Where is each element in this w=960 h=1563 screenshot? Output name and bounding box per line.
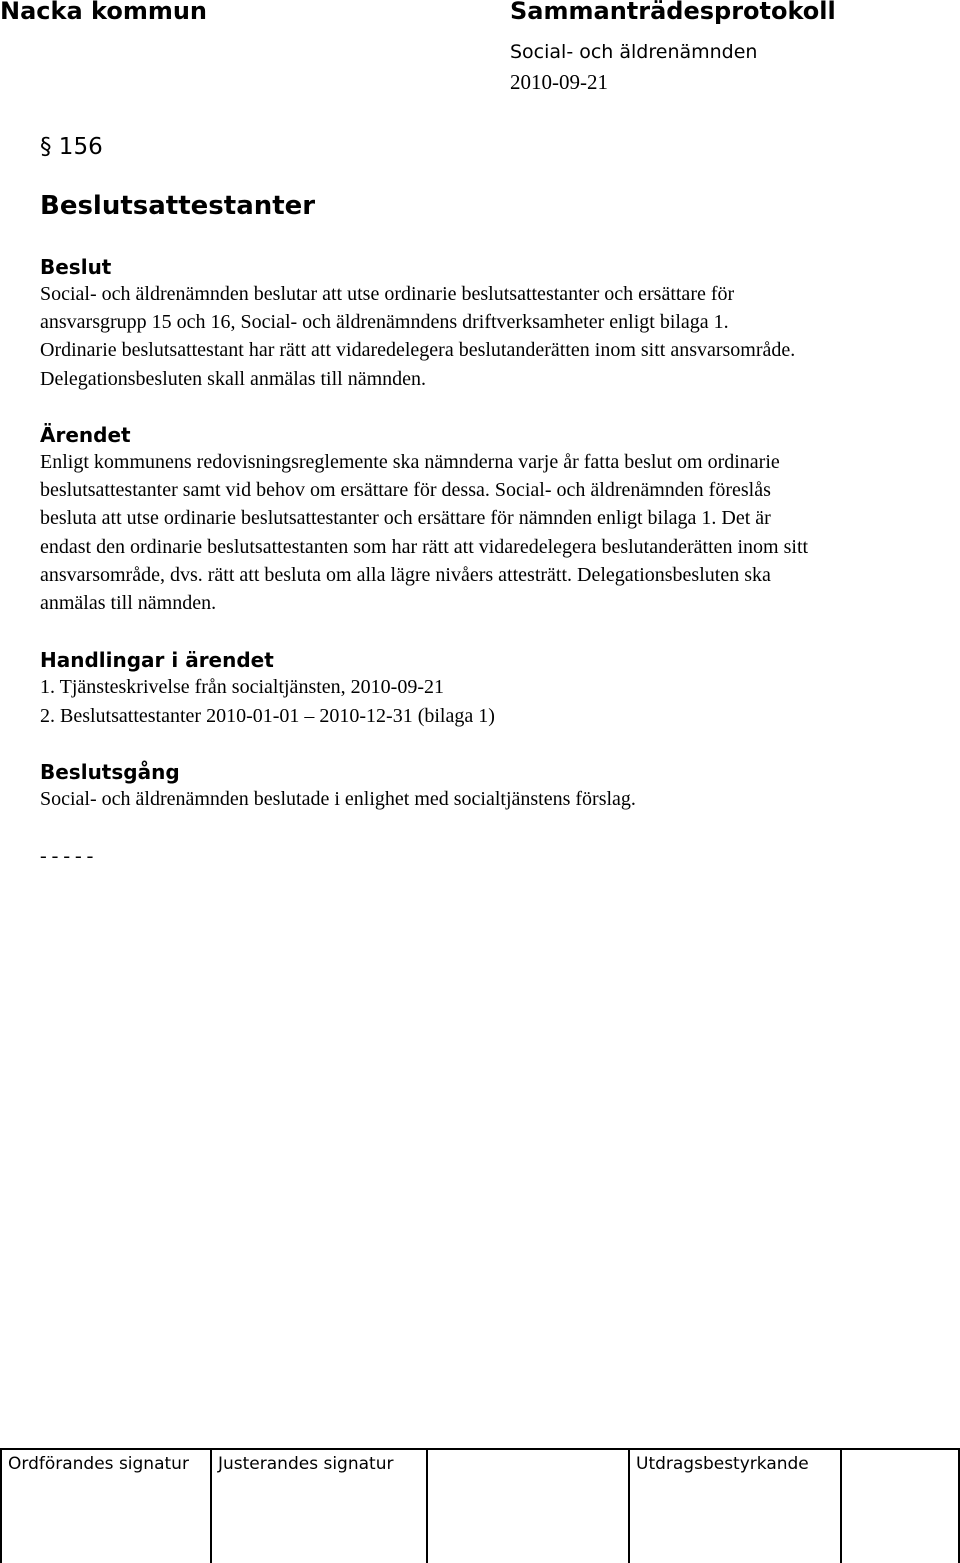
arendet-line: besluta att utse ordinarie beslutsattestanter och ersättare för nämnden enligt bilaga 1. Det är <box>40 507 771 529</box>
signature-cell-chair <box>0 1448 210 1563</box>
beslut-line: ansvarsgrupp 15 och 16, Social- och äldrenämndens driftverksamheter enligt bilaga 1. <box>40 311 729 333</box>
document-type: Sammanträdesprotokoll <box>510 0 836 25</box>
committee-name: Social- och äldrenämnden <box>510 41 758 63</box>
signature-cell-blank <box>840 1448 960 1563</box>
beslut-line: Ordinarie beslutsattestant har rätt att vidaredelegera beslutanderätten inom sitt ansvarsområde. <box>40 339 796 361</box>
arendet-line: Enligt kommunens redovisningsreglemente ska nämnderna varje år fatta beslut om ordinarie <box>40 451 780 473</box>
signature-cell-certification <box>628 1448 840 1563</box>
meeting-date: 2010-09-21 <box>510 70 608 94</box>
arendet-line: endast den ordinarie beslutsattestanten som har rätt att vidaredelegera beslutanderätten inom sitt <box>40 536 809 558</box>
arendet-line: beslutsattestanter samt vid behov om ersättare för dessa. Social- och äldrenämnden föreslås <box>40 479 771 501</box>
organization-name: Nacka kommun <box>0 0 208 25</box>
beslut-line: Delegationsbesluten skall anmälas till nämnden. <box>40 368 427 390</box>
handlingar-heading: Handlingar i ärendet <box>40 648 274 672</box>
signature-label: Ordförandes signatur <box>8 1454 189 1474</box>
beslutsgang-text: Social- och äldrenämnden beslutade i enlighet med socialtjänstens förslag. <box>40 788 636 810</box>
arendet-line: anmälas till nämnden. <box>40 592 217 614</box>
signature-table <box>0 1448 960 1563</box>
handling-item: 1. Tjänsteskrivelse från socialtjänsten, 2010-09-21 <box>40 676 444 698</box>
arendet-line: ansvarsområde, dvs. rätt att besluta om alla lägre nivåers attesträtt. Delegationsbesluten ska <box>40 564 771 586</box>
signature-cell-blank <box>426 1448 628 1563</box>
section-number: § 156 <box>40 134 103 160</box>
page-title: Beslutsattestanter <box>40 191 316 221</box>
signature-cell-adjuster <box>210 1448 426 1563</box>
beslut-heading: Beslut <box>40 255 112 279</box>
handling-item: 2. Beslutsattestanter 2010-01-01 – 2010-12-31 (bilaga 1) <box>40 705 495 727</box>
end-marker: - - - - - <box>40 845 94 867</box>
signature-label: Justerandes signatur <box>218 1454 394 1474</box>
signature-label: Utdragsbestyrkande <box>636 1454 809 1474</box>
arendet-heading: Ärendet <box>40 423 131 447</box>
beslutsgang-heading: Beslutsgång <box>40 760 180 784</box>
beslut-line: Social- och äldrenämnden beslutar att utse ordinarie beslutsattestanter och ersättare för <box>40 283 735 305</box>
